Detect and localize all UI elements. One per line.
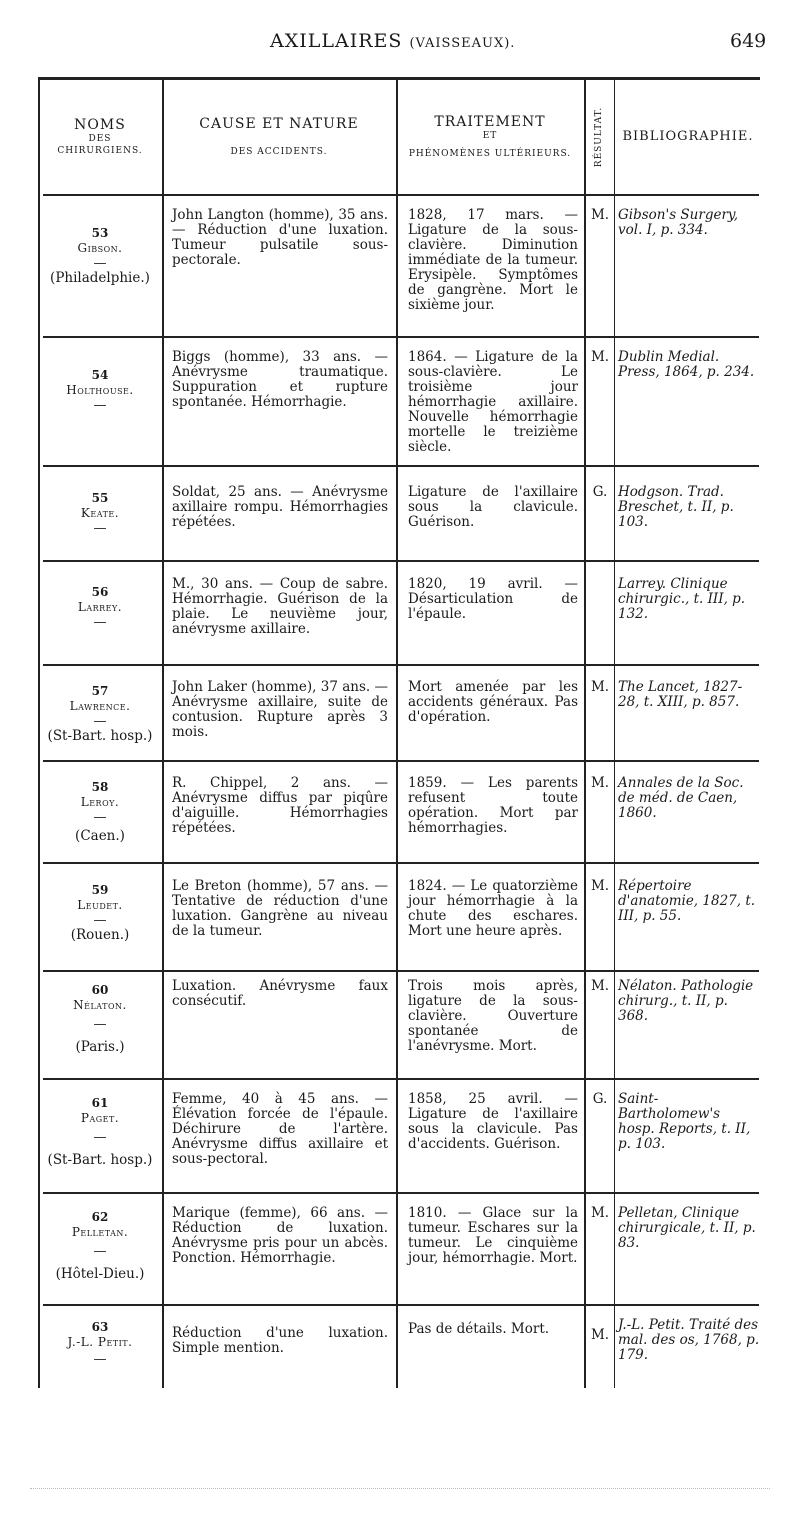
table-row [38, 1206, 760, 1304]
surgeon-cell [40, 983, 160, 1055]
header-traitement-line1: TRAITEMENT [434, 114, 546, 131]
cause-text: Luxation. Anévrysme faux consécutif. [172, 978, 388, 1009]
case-number: 55 [91, 491, 109, 505]
surgeon-name: Gibson. [77, 241, 123, 255]
cause-text: Le Breton (homme), 57 ans. — Tentative de réduction d'une luxation. Gangrène au niveau de la tumeur. [172, 878, 388, 939]
separator-dash: — [93, 521, 107, 536]
case-number: 53 [91, 226, 109, 240]
table-row [38, 1092, 760, 1192]
traitement-text: 1810. — Glace sur la tumeur. Eschares sur la tumeur. Le cinquième jour, hémorrhagie. Mort. [408, 1205, 578, 1266]
resultat-text: M. [590, 878, 610, 894]
table-row [38, 979, 760, 1078]
traitement-text: Pas de détails. Mort. [408, 1321, 550, 1337]
separator-dash: — [93, 714, 107, 729]
bibliographie-text: Nélaton. Pathologie chirurg., t. II, p. 368. [618, 978, 754, 1024]
surgeon-place: (Paris.) [75, 1039, 125, 1055]
traitement-text: 1824. — Le quatorzième jour hémorrhagie à la chute des eschares. Mort une heure après. [408, 878, 578, 939]
surgeon-cell [40, 883, 160, 943]
footer-dotted-line [30, 1488, 770, 1491]
table-row [38, 680, 760, 760]
case-number: 61 [91, 1096, 109, 1110]
cause-text: Femme, 40 à 45 ans. — Élévation forcée de l'épaule. Déchirure de l'artère. Anévrysme diffus axillaire et sous-pectoral. [172, 1091, 388, 1167]
surgeon-cell [40, 1210, 160, 1282]
table-row [38, 208, 760, 336]
surgeon-place: (Caen.) [75, 828, 125, 844]
surgeon-cell [40, 684, 160, 744]
row-rule [43, 970, 759, 972]
resultat-text: M. [590, 775, 610, 791]
surgeon-name: Nélaton. [73, 998, 127, 1012]
row-rule [43, 1304, 759, 1306]
bibliographie-text: Annales de la Soc. de méd. de Caen, 1860. [618, 775, 744, 821]
header-noms [38, 80, 162, 194]
header-resultat-label: RÉSULTAT. [594, 106, 604, 168]
row-rule [43, 664, 759, 666]
bibliographie-text: Gibson's Surgery, vol. I, p. 334. [618, 207, 739, 238]
bibliographie-text: Répertoire d'anatomie, 1827, t. III, p. 55. [618, 878, 756, 924]
header-bibliographie [616, 80, 760, 194]
traitement-text: Trois mois après, ligature de la sous-clavière. Ouverture spontanée de l'anévrysme. Mort. [408, 978, 578, 1054]
resultat-text: G. [592, 484, 608, 500]
surgeon-table [38, 77, 760, 1388]
page-number: 649 [730, 30, 767, 52]
traitement-text: 1828, 17 mars. — Ligature de la sous-clavière. Diminution immédiate de la tumeur. Erysipèle. Symptômes de gangrène. Mort le sixième jour. [408, 207, 578, 313]
case-number: 60 [91, 983, 109, 997]
header-noms-line2: DES [88, 134, 112, 145]
separator-dash: — [93, 615, 107, 630]
surgeon-cell [40, 368, 160, 413]
traitement-text: Mort amenée par les accidents généraux. Pas d'opération. [408, 679, 578, 725]
table-row [38, 776, 760, 862]
traitement-text: 1858, 25 avril. — Ligature de l'axillaire sous la clavicule. Pas d'accidents. Guérison. [408, 1091, 578, 1152]
surgeon-name: J.-L. Petit. [67, 1335, 133, 1349]
header-cause-line2: DES ACCIDENTS. [230, 147, 328, 158]
cause-text: M., 30 ans. — Coup de sabre. Hémorrhagie. Guérison de la plaie. Le neuvième jour, anévrysme axillaire. [172, 576, 388, 637]
cause-text: Soldat, 25 ans. — Anévrysme axillaire rompu. Hémorrhagies répétées. [172, 484, 388, 530]
traitement-text: Ligature de l'axillaire sous la clavicule. Guérison. [408, 484, 578, 530]
surgeon-place: (Hôtel-Dieu.) [55, 1266, 145, 1282]
surgeon-name: Keate. [80, 506, 120, 520]
traitement-text: 1820, 19 avril. — Désarticulation de l'épaule. [408, 576, 578, 622]
cause-text: John Langton (homme), 35 ans. — Réduction d'une luxation. Tumeur pulsatile sous-pectorale. [172, 207, 388, 268]
page-title-main: AXILLAIRES [270, 30, 403, 52]
case-number: 57 [91, 684, 109, 698]
surgeon-cell [40, 780, 160, 844]
cause-text: Marique (femme), 66 ans. — Réduction de luxation. Anévrysme pris pour un abcès. Ponction. Hémorrhagie. [172, 1205, 388, 1266]
header-noms-line3: CHIRURGIENS. [57, 146, 143, 157]
row-rule [43, 862, 759, 864]
separator-dash: — [93, 1352, 107, 1367]
surgeon-name: Leudet. [77, 898, 123, 912]
surgeon-place: (Philadelphie.) [50, 270, 150, 286]
surgeon-cell [40, 585, 160, 630]
surgeon-name: Pelletan. [71, 1225, 129, 1239]
resultat-text: M. [590, 207, 610, 223]
table-row [38, 1318, 760, 1388]
page-title [270, 30, 515, 52]
header-bibliographie-label: BIBLIOGRAPHIE. [622, 128, 754, 144]
header-resultat [586, 80, 612, 194]
resultat-text: M. [590, 978, 610, 994]
row-rule [43, 1078, 759, 1080]
surgeon-name: Leroy. [80, 795, 120, 809]
table-row [38, 577, 760, 664]
separator-dash: — [93, 1244, 107, 1259]
row-rule [43, 1192, 759, 1194]
table-header [38, 80, 760, 194]
header-cause [162, 80, 396, 194]
traitement-text: 1864. — Ligature de la sous-clavière. Le troisième jour hémorrhagie axillaire. Nouvelle hémorrhagie mortelle le treizième siècle. [408, 349, 578, 455]
page-header [0, 30, 800, 60]
case-number: 54 [91, 368, 109, 382]
case-number: 63 [91, 1320, 109, 1334]
bibliographie-text: The Lancet, 1827-28, t. XIII, p. 857. [618, 679, 743, 710]
separator-dash: — [93, 398, 107, 413]
bibliographie-text: J.-L. Petit. Traité des mal. des os, 1768, p. 179. [618, 1317, 760, 1363]
table-row [38, 879, 760, 970]
separator-dash: — [93, 1017, 107, 1032]
cause-text: John Laker (homme), 37 ans. — Anévrysme axillaire, suite de contusion. Rupture après 3 mois. [172, 679, 388, 740]
surgeon-name: Holthouse. [66, 383, 134, 397]
surgeon-name: Paget. [80, 1111, 120, 1125]
table-row [38, 485, 760, 560]
resultat-text: M. [590, 1327, 610, 1343]
surgeon-name: Larrey. [77, 600, 123, 614]
case-number: 58 [91, 780, 109, 794]
traitement-text: 1859. — Les parents refusent toute opération. Mort par hémorrhagies. [408, 775, 578, 836]
header-traitement-line3: PHÉNOMÈNES ULTÉRIEURS. [408, 149, 572, 160]
bibliographie-text: Larrey. Clinique chirurgic., t. III, p. 132. [618, 576, 746, 622]
separator-dash: — [93, 810, 107, 825]
row-rule [43, 560, 759, 562]
surgeon-place: (Rouen.) [70, 927, 130, 943]
bibliographie-text: Saint-Bartholomew's hosp. Reports, t. II, p. 103. [618, 1091, 751, 1152]
row-rule [43, 336, 759, 338]
case-number: 62 [91, 1210, 109, 1224]
header-traitement-line2: ET [482, 131, 498, 142]
page-title-paren: (VAISSEAUX). [409, 36, 516, 51]
separator-dash: — [93, 256, 107, 271]
separator-dash: — [93, 913, 107, 928]
table-row [38, 350, 760, 465]
header-traitement [396, 80, 584, 194]
resultat-text: M. [590, 349, 610, 365]
cause-text: Réduction d'une luxation. Simple mention. [172, 1325, 388, 1356]
resultat-text: G. [592, 1091, 608, 1107]
bibliographie-text: Dublin Medial. Press, 1864, p. 234. [618, 349, 755, 380]
surgeon-name: Lawrence. [69, 699, 131, 713]
bibliographie-text: Hodgson. Trad. Breschet, t. II, p. 103. [618, 484, 734, 530]
cause-text: Biggs (homme), 33 ans. — Anévrysme traumatique. Suppuration et rupture spontanée. Hémorrhagie. [172, 349, 388, 410]
surgeon-cell [40, 226, 160, 286]
header-cause-line1: CAUSE ET NATURE [199, 116, 359, 133]
row-rule [43, 760, 759, 762]
header-noms-line1: NOMS [74, 117, 126, 134]
row-rule [43, 465, 759, 467]
case-number: 56 [91, 585, 109, 599]
cause-text: R. Chippel, 2 ans. — Anévrysme diffus par piqûre d'aiguille. Hémorrhagies répétées. [172, 775, 388, 836]
case-number: 59 [91, 883, 109, 897]
surgeon-cell [40, 491, 160, 536]
surgeon-place: (St-Bart. hosp.) [47, 728, 153, 744]
header-rule [43, 194, 759, 196]
resultat-text: M. [590, 1205, 610, 1221]
bibliographie-text: Pelletan, Clinique chirurgicale, t. II, p. 83. [618, 1205, 756, 1251]
resultat-text: M. [590, 679, 610, 695]
surgeon-cell [40, 1320, 160, 1367]
surgeon-place: (St-Bart. hosp.) [47, 1152, 153, 1168]
surgeon-cell [40, 1096, 160, 1168]
separator-dash: — [93, 1130, 107, 1145]
